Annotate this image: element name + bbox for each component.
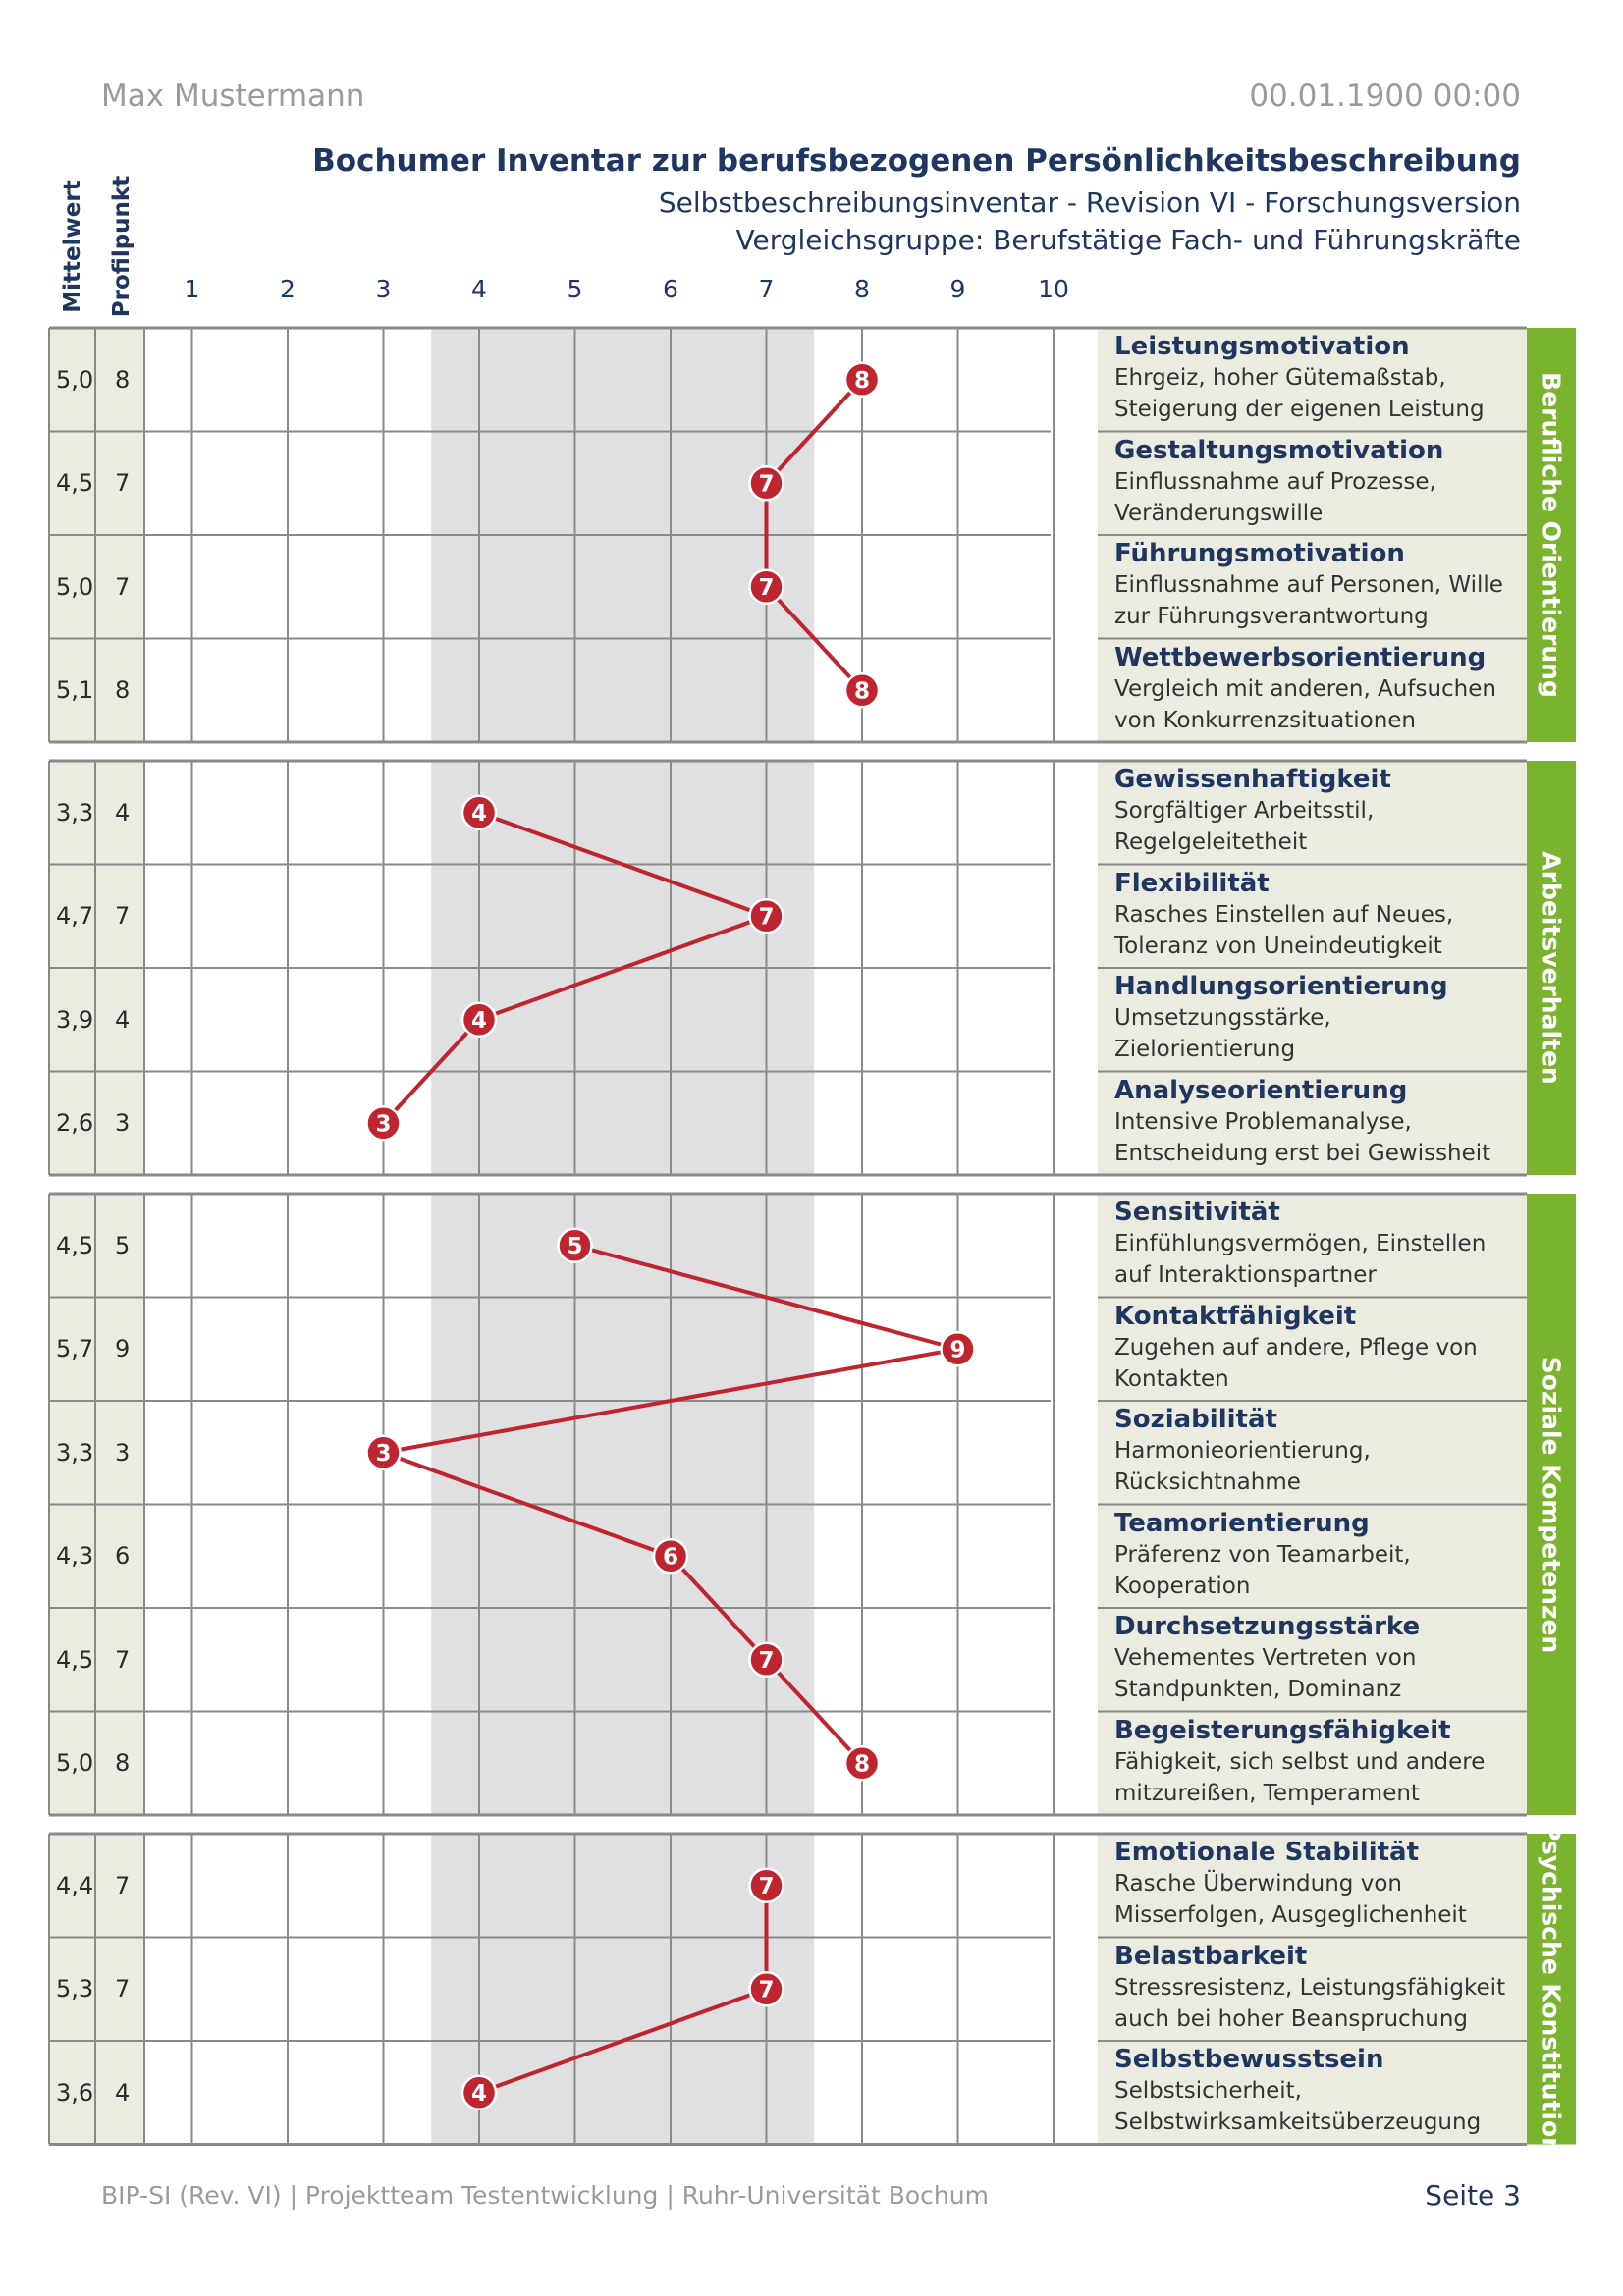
profile-point-label: 8 [853, 1751, 871, 1778]
mean-value: 4,3 [56, 1542, 94, 1571]
profile-point-label: 5 [567, 1233, 583, 1259]
scale-tick-label: 5 [567, 275, 583, 303]
scale-desc-text: Vergleich mit anderen, Aufsuchen von Konkurrenzsituationen [1114, 675, 1496, 733]
profile-point-label: 7 [758, 904, 775, 931]
scale-name: Selbstbewusstsein [1114, 2045, 1384, 2074]
scale-name: Kontaktfähigkeit [1114, 1301, 1357, 1331]
profile-point-label: 4 [470, 2080, 488, 2107]
profile-point-label: 6 [662, 1544, 679, 1571]
scale-description [1114, 1197, 1517, 1291]
mean-value: 3,3 [56, 798, 94, 827]
scale-name: Belastbarkeit [1114, 1941, 1308, 1971]
profile-point-label: 7 [758, 1647, 775, 1674]
scale-description [1114, 1075, 1517, 1169]
scale-name: Soziabilität [1114, 1405, 1277, 1434]
profile-point-marker [750, 466, 784, 500]
scale-tick-label: 1 [184, 275, 200, 303]
scale-tick-label: 7 [758, 275, 775, 303]
profile-point-value: 4 [115, 1005, 131, 1034]
profile-point-marker [845, 363, 879, 397]
scale-description [1114, 538, 1517, 632]
scale-tick-label: 10 [1038, 275, 1069, 303]
scale-tick-label: 4 [471, 275, 487, 303]
scale-description [1114, 1611, 1517, 1705]
mean-value: 5,7 [56, 1335, 94, 1363]
profile-point-label: 8 [853, 367, 871, 394]
scale-tick-label: 2 [280, 275, 296, 303]
domain-label [1527, 1194, 1576, 1815]
scale-desc-text: Stressresistenz, Leistungsfähigkeit auch bei hoher Beanspruchung [1114, 1974, 1506, 2032]
scale-name: Flexibilität [1114, 868, 1270, 898]
profile-point-value: 7 [115, 572, 131, 601]
report-date: 00.01.1900 00:00 [1249, 79, 1521, 114]
profile-point-label: 7 [758, 1977, 775, 2003]
scale-desc-text: Sorgfältiger Arbeitsstil, Regelgeleitetheit [1114, 798, 1375, 855]
profile-point-value: 7 [115, 469, 131, 498]
scale-description [1114, 1508, 1517, 1602]
scale-name: Sensitivität [1114, 1198, 1280, 1227]
mean-value: 5,0 [56, 1749, 94, 1778]
mean-value: 4,5 [56, 1645, 94, 1674]
scale-description [1114, 1837, 1517, 1931]
scale-desc-text: Vehementes Vertreten von Standpunkten, Dominanz [1114, 1645, 1417, 1702]
profile-point-marker [559, 1229, 592, 1262]
mean-value: 3,9 [56, 1005, 94, 1034]
mean-value: 5,1 [56, 676, 94, 705]
mean-value: 4,7 [56, 902, 94, 931]
scale-desc-text: Intensive Problemanalyse, Entscheidung erst bei Gewissheit [1114, 1108, 1491, 1166]
scale-description [1114, 642, 1517, 736]
mean-value: 4,5 [56, 469, 94, 498]
footer-credits: BIP-SI (Rev. VI) | Projektteam Testentwicklung | Ruhr-Universität Bochum [101, 2181, 989, 2210]
profile-point-marker [845, 1746, 879, 1780]
profile-point-label: 4 [470, 1007, 488, 1034]
scale-desc-text: Einflussnahme auf Prozesse, Veränderungswille [1114, 468, 1436, 526]
scale-description [1114, 331, 1517, 425]
scale-name: Handlungsorientierung [1114, 972, 1448, 1001]
page-title: Bochumer Inventar zur berufsbezogenen Persönlichkeitsbeschreibung [312, 143, 1521, 179]
profile-point-value: 6 [115, 1542, 131, 1571]
scale-name: Teamorientierung [1114, 1508, 1370, 1538]
page-number: Seite 3 [1425, 2179, 1521, 2212]
scale-description [1114, 868, 1517, 962]
scale-description [1114, 1404, 1517, 1498]
participant-name: Max Mustermann [101, 79, 365, 114]
scale-description [1114, 1941, 1517, 2035]
mean-value: 3,6 [56, 2078, 94, 2107]
profile-point-value: 7 [115, 1645, 131, 1674]
scale-tick-label: 8 [854, 275, 870, 303]
profile-point-value: 8 [115, 1749, 131, 1778]
domain-label-text: Berufliche Orientierung [1537, 372, 1566, 698]
domain-label [1527, 1823, 1576, 2156]
profile-point-value: 7 [115, 1871, 131, 1899]
scale-tick-label: 3 [375, 275, 392, 303]
scale-name: Gestaltungsmotivation [1114, 435, 1444, 465]
profile-point-label: 3 [375, 1111, 392, 1138]
domain-label-text: Arbeitsverhalten [1537, 851, 1566, 1085]
profile-point-marker [462, 2076, 496, 2109]
profile-point-value: 3 [115, 1438, 131, 1467]
mean-value: 5,0 [56, 572, 94, 601]
domain-label [1527, 328, 1576, 742]
scale-desc-text: Harmonieorientierung, Rücksichtnahme [1114, 1438, 1371, 1495]
profile-point-value: 4 [115, 2078, 131, 2107]
scale-description [1114, 2044, 1517, 2138]
profile-point-label: 8 [853, 678, 871, 705]
scale-name: Begeisterungsfähigkeit [1114, 1715, 1451, 1745]
profile-point-marker [750, 570, 784, 604]
scale-desc-text: Selbstsicherheit, Selbstwirksamkeitsüberzeugung [1114, 2078, 1482, 2135]
scale-description [1114, 971, 1517, 1065]
scale-description [1114, 1301, 1517, 1395]
subtitle-inventory: Selbstbeschreibungsinventar - Revision VI - Forschungsversion [658, 187, 1521, 219]
scale-description [1114, 435, 1517, 529]
profile-point-label: 3 [375, 1440, 392, 1467]
profile-point-marker [367, 1106, 401, 1140]
scale-tick-label: 6 [663, 275, 678, 303]
subtitle-comparison-group: Vergleichsgruppe: Berufstätige Fach- und Führungskräfte [735, 224, 1521, 256]
profile-point-value: 8 [115, 365, 131, 394]
scale-desc-text: Einfühlungsvermögen, Einstellen auf Interaktionspartner [1114, 1231, 1487, 1288]
scale-tick-label: 9 [949, 275, 966, 303]
scale-name: Führungsmotivation [1114, 539, 1405, 568]
profile-point-marker [654, 1539, 687, 1573]
profile-point-value: 7 [115, 1975, 131, 2003]
profile-point-marker [462, 796, 496, 829]
scale-name: Analyseorientierung [1114, 1075, 1408, 1105]
scale-desc-text: Ehrgeiz, hoher Gütemaßstab, Steigerung der eigenen Leistung [1114, 365, 1485, 422]
profile-point-value: 5 [115, 1231, 131, 1259]
profile-point-label: 7 [758, 471, 775, 498]
profile-point-label: 9 [949, 1337, 966, 1363]
profile-point-value: 9 [115, 1335, 131, 1363]
profile-point-marker [750, 1643, 784, 1677]
scale-desc-text: Umsetzungsstärke, Zielorientierung [1114, 1005, 1331, 1062]
scale-name: Leistungsmotivation [1114, 332, 1410, 361]
profile-point-marker [942, 1332, 975, 1365]
profile-point-marker [750, 899, 784, 933]
column-header-profilpunkt-label: Profilpunkt [109, 175, 135, 318]
profile-point-value: 7 [115, 902, 131, 931]
scale-desc-text: Rasches Einstellen auf Neues, Toleranz von Uneindeutigkeit [1114, 901, 1454, 959]
scale-description [1114, 764, 1517, 858]
profile-point-label: 4 [470, 800, 488, 827]
scale-desc-text: Rasche Überwindung von Misserfolgen, Ausgeglichenheit [1114, 1871, 1467, 1928]
scale-name: Gewissenhaftigkeit [1114, 765, 1391, 794]
mean-value: 4,4 [56, 1871, 94, 1899]
scale-desc-text: Präferenz von Teamarbeit, Kooperation [1114, 1541, 1411, 1599]
profile-point-marker [367, 1436, 401, 1469]
profile-point-marker [750, 1972, 784, 2005]
profile-point-marker [845, 673, 879, 707]
mean-value: 5,3 [56, 1975, 94, 2003]
scale-name: Emotionale Stabilität [1114, 1838, 1420, 1867]
profile-point-marker [750, 1869, 784, 1902]
scale-desc-text: Einflussnahme auf Personen, Wille zur Führungsverantwortung [1114, 572, 1503, 629]
profile-point-marker [462, 1003, 496, 1037]
scale-desc-text: Zugehen auf andere, Pflege von Kontakten [1114, 1334, 1478, 1392]
mean-value: 2,6 [56, 1109, 94, 1138]
column-header-mittelwert-label: Mittelwert [60, 180, 85, 313]
domain-label [1527, 761, 1576, 1175]
profile-point-value: 3 [115, 1109, 131, 1138]
domain-label-text: Psychische Konstitution [1537, 1823, 1566, 2156]
scale-name: Durchsetzungsstärke [1114, 1612, 1421, 1641]
mean-value: 3,3 [56, 1438, 94, 1467]
scale-desc-text: Fähigkeit, sich selbst und andere mitzureißen, Temperament [1114, 1748, 1486, 1806]
profile-point-label: 7 [758, 574, 775, 601]
profile-point-value: 8 [115, 676, 131, 705]
mean-value: 5,0 [56, 365, 94, 394]
mean-value: 4,5 [56, 1231, 94, 1259]
domain-label-text: Soziale Kompetenzen [1537, 1356, 1566, 1653]
profile-point-label: 7 [758, 1873, 775, 1899]
scale-name: Wettbewerbsorientierung [1114, 642, 1487, 672]
profile-point-value: 4 [115, 798, 131, 827]
scale-description [1114, 1715, 1517, 1809]
